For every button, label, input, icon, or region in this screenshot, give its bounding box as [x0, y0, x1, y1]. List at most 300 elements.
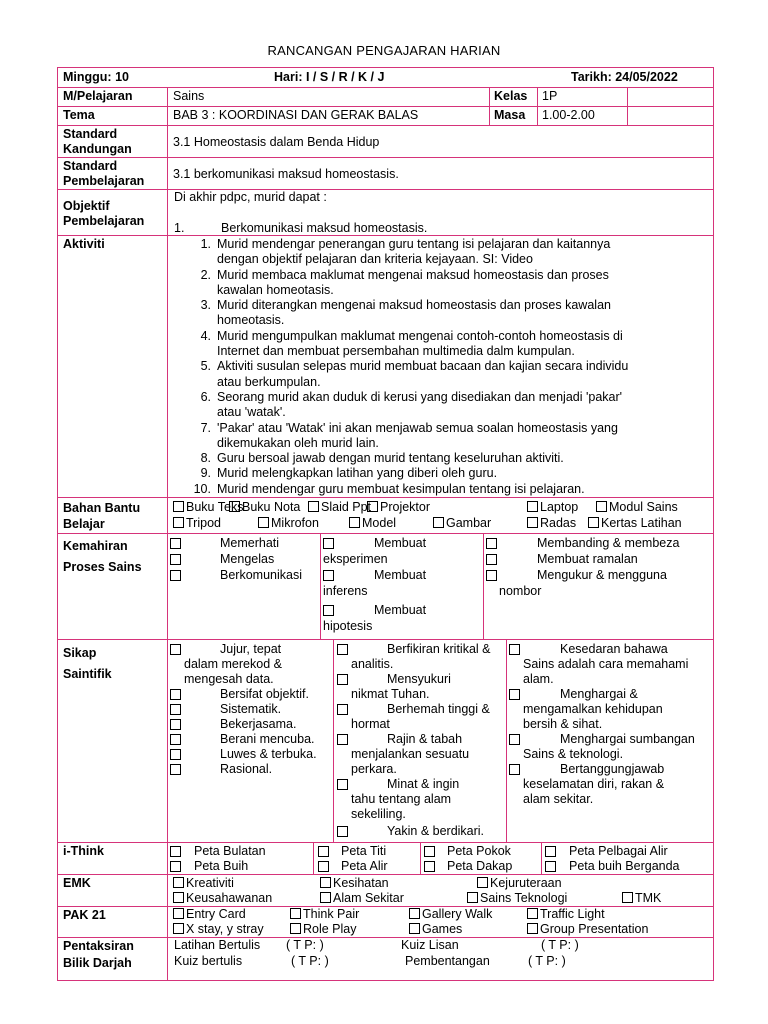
- pak21-r2-3-option[interactable]: [527, 922, 648, 937]
- emk-r2-2-checkbox[interactable]: [467, 892, 478, 903]
- aktiviti-label: Aktiviti: [58, 236, 168, 497]
- sikap-col2-12-label: Yakin & berdikari.: [387, 824, 485, 838]
- kps-checkbox[interactable]: [170, 570, 181, 581]
- emk-r2-0-option[interactable]: [173, 891, 272, 906]
- sikap-col1-2-label: mengesah data.: [184, 672, 274, 686]
- bahan-4-option[interactable]: [527, 500, 578, 515]
- sikap-col3-4-option[interactable]: [523, 702, 663, 717]
- sikap-col2-10-label: tahu tentang alam: [351, 792, 452, 806]
- pak21-r1-0-label: Entry Card: [186, 907, 246, 921]
- aktiviti-item: [168, 451, 713, 466]
- sikap-col2-12-option[interactable]: [387, 824, 484, 839]
- aktiviti-item-text: Guru bersoal jawab dengan murid tentang keseluruhan aktiviti.: [217, 451, 564, 466]
- sikap-col1-8-label: Rasional.: [220, 762, 273, 776]
- kps-checkbox[interactable]: [486, 554, 497, 565]
- bahan-3-label: Projektor: [380, 500, 431, 514]
- kps-col3-1-label: Membuat ramalan: [537, 552, 638, 566]
- kps-col3-3-option[interactable]: [499, 584, 541, 599]
- sikap-col2-0-option[interactable]: [387, 642, 491, 657]
- kps-checkbox[interactable]: [170, 554, 181, 565]
- aktiviti-item: [168, 359, 713, 390]
- kps-col2-2-option[interactable]: [374, 568, 426, 583]
- bahan-r2-1-option[interactable]: [258, 516, 319, 531]
- bahan-r2-0-label: Tripod: [186, 516, 221, 530]
- kps-col3-3-label: nombor: [499, 584, 542, 598]
- sikap-col3-8-label: Bertanggungjawab: [560, 762, 665, 776]
- aktiviti-item: [168, 466, 713, 481]
- aktiviti-row: [58, 236, 713, 498]
- sikap-label-1: Sikap: [63, 646, 97, 660]
- sikap-checkbox[interactable]: [337, 734, 348, 745]
- emk-r2-1-option[interactable]: [320, 891, 404, 906]
- aktiviti-item-number: 2.: [200, 267, 211, 282]
- ithink-1-option[interactable]: [194, 859, 248, 874]
- sp-value: 3.1 berkomunikasi maksud homeostasis.: [173, 167, 399, 181]
- sikap-col2-6-option[interactable]: [387, 732, 462, 747]
- pak21-r2-0-label: X stay, y stray: [186, 922, 264, 936]
- sikap-checkbox[interactable]: [337, 779, 348, 790]
- ithink-checkbox[interactable]: [170, 846, 181, 857]
- ithink-row: [58, 843, 713, 875]
- pak21-r1-3-label: Traffic Light: [540, 907, 605, 921]
- aktiviti-item: [168, 329, 713, 360]
- sikap-checkbox[interactable]: [170, 764, 181, 775]
- emk-r2-0-checkbox[interactable]: [173, 892, 184, 903]
- aktiviti-item: [168, 237, 713, 268]
- emk-r1-0-option[interactable]: [173, 876, 234, 891]
- pak21-label: PAK 21: [58, 907, 168, 937]
- kps-col3-1-option[interactable]: [537, 552, 638, 567]
- mpelajaran-row: [58, 88, 713, 107]
- aktiviti-list: [168, 237, 713, 497]
- aktiviti-item-number: 7.: [200, 420, 211, 435]
- bahan-3-option[interactable]: [367, 500, 430, 515]
- kps-col2-4-option[interactable]: [374, 603, 426, 618]
- bahan-1-option[interactable]: [229, 500, 300, 515]
- emk-r2-1-label: Alam Sekitar: [333, 891, 404, 905]
- emk-row: [58, 875, 713, 907]
- pak21-r1-0-option[interactable]: [173, 907, 246, 922]
- sikap-checkbox[interactable]: [509, 764, 520, 775]
- sikap-checkbox[interactable]: [337, 704, 348, 715]
- bahan-r2-5-label: Kertas Latihan: [601, 516, 682, 530]
- kelas-value: 1P: [542, 89, 558, 103]
- pentaksiran-latihan-bertulis: Latihan Bertulis: [174, 938, 261, 952]
- emk-r2-1-checkbox[interactable]: [320, 892, 331, 903]
- sikap-col1-6-option[interactable]: [220, 732, 315, 747]
- bahan-r2-3-checkbox[interactable]: [433, 517, 444, 528]
- pak21-r2-2-checkbox[interactable]: [409, 923, 420, 934]
- bahan-label-2: Belajar: [63, 517, 105, 531]
- sikap-label-2: Saintifik: [63, 667, 112, 681]
- sikap-col3-1-option[interactable]: [523, 657, 688, 672]
- aktiviti-item: [168, 482, 713, 497]
- pentaksiran-tp-4: ( T P: ): [528, 954, 566, 968]
- emk-r1-2-option[interactable]: [477, 876, 562, 891]
- sp-label-1: Standard: [63, 159, 118, 173]
- sikap-checkbox[interactable]: [509, 734, 520, 745]
- sikap-col3-8-option[interactable]: [560, 762, 664, 777]
- ithink-checkbox[interactable]: [424, 846, 435, 857]
- ithink-checkbox[interactable]: [424, 861, 435, 872]
- sikap-checkbox[interactable]: [337, 674, 348, 685]
- mpelajaran-label: M/Pelajaran: [58, 88, 168, 106]
- sk-value: 3.1 Homeostasis dalam Benda Hidup: [173, 135, 380, 149]
- kps-col2-2-label: Membuat: [374, 568, 427, 582]
- sikap-col1-2-option[interactable]: [184, 672, 274, 687]
- sikap-col3-7-option[interactable]: [523, 747, 623, 762]
- pak21-r2-2-label: Games: [422, 922, 463, 936]
- kps-checkbox[interactable]: [323, 538, 334, 549]
- tema-value: BAB 3 : KOORDINASI DAN GERAK BALAS: [173, 108, 419, 122]
- sikap-col3-2-label: alam.: [523, 672, 554, 686]
- sikap-checkbox[interactable]: [337, 644, 348, 655]
- sikap-col3-9-label: keselamatan diri, rakan &: [523, 777, 665, 791]
- sikap-col1-5-option[interactable]: [220, 717, 296, 732]
- emk-r1-1-checkbox[interactable]: [320, 877, 331, 888]
- kps-col1-2-label: Berkomunikasi: [220, 568, 302, 582]
- emk-r1-2-label: Kejuruteraan: [490, 876, 562, 890]
- masa-value: 1.00-2.00: [542, 108, 595, 122]
- sikap-col3-10-option[interactable]: [523, 792, 593, 807]
- sikap-col3-0-option[interactable]: [560, 642, 668, 657]
- aktiviti-item-number: 1.: [200, 237, 211, 251]
- hari: Hari: I / S / R / K / J: [274, 70, 385, 84]
- bahan-3-checkbox[interactable]: [367, 501, 378, 512]
- ithink-2-label: Peta Titi: [341, 844, 387, 858]
- bahan-r2-0-checkbox[interactable]: [173, 517, 184, 528]
- aktiviti-item-text-cont: kawalan homeotasis.: [217, 282, 334, 297]
- sikap-checkbox[interactable]: [170, 719, 181, 730]
- kelas-label: Kelas: [494, 89, 528, 103]
- pentaksiran-tp-1: ( T P: ): [286, 938, 324, 952]
- pak21-row: [58, 907, 713, 938]
- aktiviti-item-text-cont: homeotasis.: [217, 313, 285, 328]
- ithink-checkbox[interactable]: [170, 861, 181, 872]
- sikap-row: [58, 640, 713, 843]
- objektif-item: Berkomunikasi maksud homeostasis.: [221, 221, 428, 235]
- sikap-col3-6-option[interactable]: [560, 732, 695, 747]
- sikap-col3-3-option[interactable]: [560, 687, 638, 702]
- aktiviti-item-number: 3.: [200, 298, 211, 313]
- bahan-row: [58, 498, 713, 534]
- kps-col2-3-label: inferens: [323, 584, 368, 598]
- objektif-label-2: Pembelajaran: [63, 214, 145, 228]
- kps-col2-5-label: hipotesis: [323, 619, 373, 633]
- pak21-r2-2-option[interactable]: [409, 922, 462, 937]
- pentaksiran-tp-3: ( T P: ): [291, 954, 329, 968]
- sikap-col2-4-option[interactable]: [387, 702, 490, 717]
- pentaksiran-pembentangan: Pembentangan: [405, 954, 490, 968]
- aktiviti-item-text: Murid mendengar penerangan guru tentang isi pelajaran dan kaitannya: [217, 237, 611, 251]
- sikap-col2-8-label: perkara.: [351, 762, 397, 776]
- bahan-r2-5-checkbox[interactable]: [588, 517, 599, 528]
- ithink-5-option[interactable]: [447, 859, 512, 874]
- emk-r2-3-label: TMK: [635, 891, 662, 905]
- sikap-col3-3-label: Menghargai &: [560, 687, 638, 701]
- pentaksiran-label-2: Bilik Darjah: [63, 956, 132, 970]
- objektif-intro: Di akhir pdpc, murid dapat :: [174, 190, 327, 204]
- sikap-col2-9-option[interactable]: [387, 777, 459, 792]
- sikap-col3-1-label: Sains adalah cara memahami: [523, 657, 689, 671]
- aktiviti-item: [168, 268, 713, 299]
- sikap-col2-5-option[interactable]: [351, 717, 390, 732]
- aktiviti-item-text-cont: dengan objektif pelajaran dan kriteria kejayaan. SI: Video: [217, 252, 533, 267]
- kps-checkbox[interactable]: [486, 570, 497, 581]
- pak21-r1-1-checkbox[interactable]: [290, 908, 301, 919]
- kps-col2-0-option[interactable]: [374, 536, 426, 551]
- kps-col3-2-option[interactable]: [537, 568, 667, 583]
- sikap-checkbox[interactable]: [170, 704, 181, 715]
- kps-col1-0-label: Memerhati: [220, 536, 280, 550]
- sikap-col1-1-option[interactable]: [184, 657, 282, 672]
- tema-label: Tema: [58, 107, 168, 125]
- mpelajaran-value: Sains: [173, 89, 205, 103]
- sikap-col2-3-option[interactable]: [351, 687, 430, 702]
- bahan-2-label: Slaid Ppt: [321, 500, 372, 514]
- aktiviti-item-number: 9.: [200, 466, 211, 481]
- kps-checkbox[interactable]: [323, 570, 334, 581]
- sikap-col1-7-option[interactable]: [220, 747, 317, 762]
- sikap-col3-2-option[interactable]: [523, 672, 554, 687]
- sikap-checkbox[interactable]: [170, 749, 181, 760]
- bahan-2-option[interactable]: [308, 500, 371, 515]
- sikap-col3-4-label: mengamalkan kehidupan: [523, 702, 663, 716]
- ithink-3-label: Peta Alir: [341, 859, 388, 873]
- sikap-col3-5-label: bersih & sihat.: [523, 717, 603, 731]
- pak21-r2-0-checkbox[interactable]: [173, 923, 184, 934]
- bahan-r2-3-label: Gambar: [446, 516, 492, 530]
- sikap-col2-10-option[interactable]: [351, 792, 451, 807]
- sikap-col2-11-option[interactable]: [351, 807, 406, 822]
- sikap-checkbox[interactable]: [509, 689, 520, 700]
- kps-col3-2-label: Mengukur & mengguna: [537, 568, 667, 582]
- bahan-5-checkbox[interactable]: [596, 501, 607, 512]
- ithink-0-option[interactable]: [194, 844, 266, 859]
- sikap-col2-3-label: nikmat Tuhan.: [351, 687, 430, 701]
- emk-r1-1-label: Kesihatan: [333, 876, 389, 890]
- sikap-col2-7-label: menjalankan sesuatu: [351, 747, 470, 761]
- standard-kandungan-row: [58, 126, 713, 158]
- bahan-4-label: Laptop: [540, 500, 579, 514]
- sikap-col3-9-option[interactable]: [523, 777, 664, 792]
- masa-label: Masa: [494, 108, 526, 122]
- ithink-2-option[interactable]: [341, 844, 386, 859]
- kps-col3-0-option[interactable]: [537, 536, 679, 551]
- aktiviti-item-text: Murid membaca maklumat mengenai maksud homeostasis dan proses: [217, 267, 609, 282]
- sikap-col1-4-option[interactable]: [220, 702, 281, 717]
- sikap-col2-7-option[interactable]: [351, 747, 469, 762]
- kps-col1-1-label: Mengelas: [220, 552, 275, 566]
- bahan-5-option[interactable]: [596, 500, 678, 515]
- kps-col1-2-option[interactable]: [220, 568, 302, 583]
- aktiviti-item-text-cont: dikemukakan oleh murid lain.: [217, 435, 379, 450]
- pentaksiran-tp-2: ( T P: ): [541, 938, 579, 952]
- pak21-r2-1-checkbox[interactable]: [290, 923, 301, 934]
- bahan-0-checkbox[interactable]: [173, 501, 184, 512]
- aktiviti-item-text-cont: atau 'watak'.: [217, 405, 286, 420]
- aktiviti-item: [168, 298, 713, 329]
- pentaksiran-kuiz-bertulis: Kuiz bertulis: [174, 954, 243, 968]
- aktiviti-item-number: 4.: [200, 328, 211, 343]
- sikap-col2-5-label: hormat: [351, 717, 390, 731]
- objektif-num: 1.: [174, 221, 185, 235]
- pentaksiran-label-1: Pentaksiran: [63, 939, 134, 953]
- bahan-r2-1-checkbox[interactable]: [258, 517, 269, 528]
- tema-row: [58, 107, 713, 126]
- pak21-r1-3-checkbox[interactable]: [527, 908, 538, 919]
- aktiviti-item-text-cont: Internet dan membuat persembahan multimedia dalm kumpulan.: [217, 344, 575, 359]
- sp-label-2: Pembelajaran: [63, 174, 145, 188]
- emk-r1-2-checkbox[interactable]: [477, 877, 488, 888]
- bahan-r2-5-option[interactable]: [588, 516, 682, 531]
- header-row: [58, 68, 713, 88]
- aktiviti-item-text: 'Pakar' atau 'Watak' ini akan menjawab semua soalan homeostasis yang: [217, 420, 618, 435]
- ithink-3-option[interactable]: [341, 859, 388, 874]
- kps-col2-1-option[interactable]: [323, 552, 388, 567]
- sikap-col1-4-label: Sistematik.: [220, 702, 282, 716]
- bahan-4-checkbox[interactable]: [527, 501, 538, 512]
- sikap-col1-1-label: dalam merekod &: [184, 657, 282, 671]
- aktiviti-item-text: Murid melengkapkan latihan yang diberi oleh guru.: [217, 466, 498, 481]
- aktiviti-item-text: Murid diterangkan mengenai maksud homeostasis dan proses kawalan: [217, 298, 611, 313]
- sikap-col1-3-option[interactable]: [220, 687, 309, 702]
- sikap-col2-1-option[interactable]: [351, 657, 393, 672]
- emk-r2-3-option[interactable]: [622, 891, 661, 906]
- bahan-r2-2-option[interactable]: [349, 516, 396, 531]
- sk-label-1: Standard: [63, 127, 118, 141]
- ithink-6-label: Peta Pelbagai Alir: [569, 844, 668, 858]
- ithink-0-label: Peta Bulatan: [194, 844, 266, 858]
- sikap-col1-8-option[interactable]: [220, 762, 272, 777]
- emk-r2-3-checkbox[interactable]: [622, 892, 633, 903]
- lesson-plan-table: [57, 67, 714, 981]
- bahan-r2-4-label: Radas: [540, 516, 577, 530]
- kps-col1-0-option[interactable]: [220, 536, 279, 551]
- ithink-5-label: Peta Dakap: [447, 859, 513, 873]
- sikap-col1-0-label: Jujur, tepat: [220, 642, 282, 656]
- bahan-r2-2-checkbox[interactable]: [349, 517, 360, 528]
- ithink-7-option[interactable]: [569, 859, 680, 874]
- kps-col1-1-option[interactable]: [220, 552, 274, 567]
- aktiviti-item-number: 10.: [193, 481, 211, 496]
- page-title: RANCANGAN PENGAJARAN HARIAN: [267, 43, 501, 58]
- aktiviti-item: [168, 390, 713, 421]
- kps-label-1: Kemahiran: [63, 539, 128, 553]
- sikap-col2-2-option[interactable]: [387, 672, 451, 687]
- emk-r1-0-label: Kreativiti: [186, 876, 234, 890]
- kps-col2-3-option[interactable]: [323, 584, 367, 599]
- aktiviti-item-number: 5.: [200, 359, 211, 374]
- kps-col2-1-label: eksperimen: [323, 552, 388, 566]
- sikap-col2-4-label: Berhemah tinggi &: [387, 702, 490, 716]
- kps-col2-4-label: Membuat: [374, 603, 427, 617]
- sikap-checkbox[interactable]: [337, 826, 348, 837]
- bahan-5-label: Modul Sains: [609, 500, 678, 514]
- pak21-r1-2-label: Gallery Walk: [422, 907, 493, 921]
- pak21-r1-2-option[interactable]: [409, 907, 492, 922]
- bahan-r2-3-option[interactable]: [433, 516, 491, 531]
- sikap-col1-3-label: Bersifat objektif.: [220, 687, 309, 701]
- sikap-col2-8-option[interactable]: [351, 762, 397, 777]
- sikap-checkbox[interactable]: [170, 734, 181, 745]
- ithink-checkbox[interactable]: [545, 861, 556, 872]
- bahan-r2-4-option[interactable]: [527, 516, 576, 531]
- sikap-col1-5-label: Bekerjasama.: [220, 717, 297, 731]
- bahan-1-label: Buku Nota: [242, 500, 301, 514]
- emk-r2-0-label: Keusahawanan: [186, 891, 273, 905]
- sikap-checkbox[interactable]: [170, 689, 181, 700]
- pak21-r1-2-checkbox[interactable]: [409, 908, 420, 919]
- sikap-col3-7-label: Sains & teknologi.: [523, 747, 624, 761]
- ithink-checkbox[interactable]: [318, 861, 329, 872]
- ithink-checkbox[interactable]: [545, 846, 556, 857]
- aktiviti-item-text-cont: atau berkumpulan.: [217, 374, 321, 389]
- sk-label-2: Kandungan: [63, 142, 132, 156]
- pak21-r2-1-option[interactable]: [290, 922, 357, 937]
- bahan-2-checkbox[interactable]: [308, 501, 319, 512]
- bahan-r2-2-label: Model: [362, 516, 397, 530]
- objektif-label-1: Objektif: [63, 199, 110, 213]
- sikap-checkbox[interactable]: [170, 644, 181, 655]
- tarikh: Tarikh: 24/05/2022: [571, 70, 678, 84]
- emk-label: EMK: [58, 875, 168, 906]
- pak21-r1-0-checkbox[interactable]: [173, 908, 184, 919]
- minggu: Minggu: 10: [63, 70, 129, 84]
- bahan-r2-0-option[interactable]: [173, 516, 221, 531]
- aktiviti-item-number: 8.: [200, 451, 211, 466]
- ithink-4-label: Peta Pokok: [447, 844, 511, 858]
- sikap-col3-0-label: Kesedaran bahawa: [560, 642, 668, 656]
- ithink-checkbox[interactable]: [318, 846, 329, 857]
- objektif-row: [58, 190, 713, 236]
- sikap-checkbox[interactable]: [509, 644, 520, 655]
- standard-pembelajaran-row: [58, 158, 713, 190]
- ithink-1-label: Peta Buih: [194, 859, 249, 873]
- pak21-r2-1-label: Role Play: [303, 922, 357, 936]
- bahan-1-checkbox[interactable]: [229, 501, 240, 512]
- kps-col2-5-option[interactable]: [323, 619, 372, 634]
- sikap-col1-0-option[interactable]: [220, 642, 281, 657]
- pak21-r2-3-checkbox[interactable]: [527, 923, 538, 934]
- sikap-col2-2-label: Mensyukuri: [387, 672, 451, 686]
- ithink-4-option[interactable]: [447, 844, 511, 859]
- ithink-6-option[interactable]: [569, 844, 668, 859]
- aktiviti-item: [168, 421, 713, 452]
- kps-checkbox[interactable]: [323, 605, 334, 616]
- pak21-r1-1-option[interactable]: [290, 907, 359, 922]
- emk-r1-1-option[interactable]: [320, 876, 389, 891]
- bahan-r2-4-checkbox[interactable]: [527, 517, 538, 528]
- sikap-col2-11-label: sekeliling.: [351, 807, 406, 821]
- kps-checkbox[interactable]: [170, 538, 181, 549]
- aktiviti-item-number: 6.: [200, 389, 211, 404]
- sikap-col1-7-label: Luwes & terbuka.: [220, 747, 317, 761]
- aktiviti-item-text: Murid mendengar guru membuat kesimpulan tentang isi pelajaran.: [217, 481, 585, 496]
- kps-label-2: Proses Sains: [63, 560, 142, 574]
- kps-col3-0-label: Membanding & membeza: [537, 536, 680, 550]
- aktiviti-item-text: Seorang murid akan duduk di kerusi yang disediakan dan menjadi 'pakar': [217, 389, 623, 404]
- emk-r2-2-option[interactable]: [467, 891, 567, 906]
- emk-r1-0-checkbox[interactable]: [173, 877, 184, 888]
- sikap-col3-5-option[interactable]: [523, 717, 602, 732]
- pak21-r2-0-option[interactable]: [173, 922, 264, 937]
- bahan-label-1: Bahan Bantu: [63, 501, 141, 515]
- kps-checkbox[interactable]: [486, 538, 497, 549]
- aktiviti-item-text: Murid mengumpulkan maklumat mengenai contoh-contoh homeostasis di: [217, 328, 623, 343]
- bahan-r2-1-label: Mikrofon: [271, 516, 319, 530]
- pak21-r1-3-option[interactable]: [527, 907, 605, 922]
